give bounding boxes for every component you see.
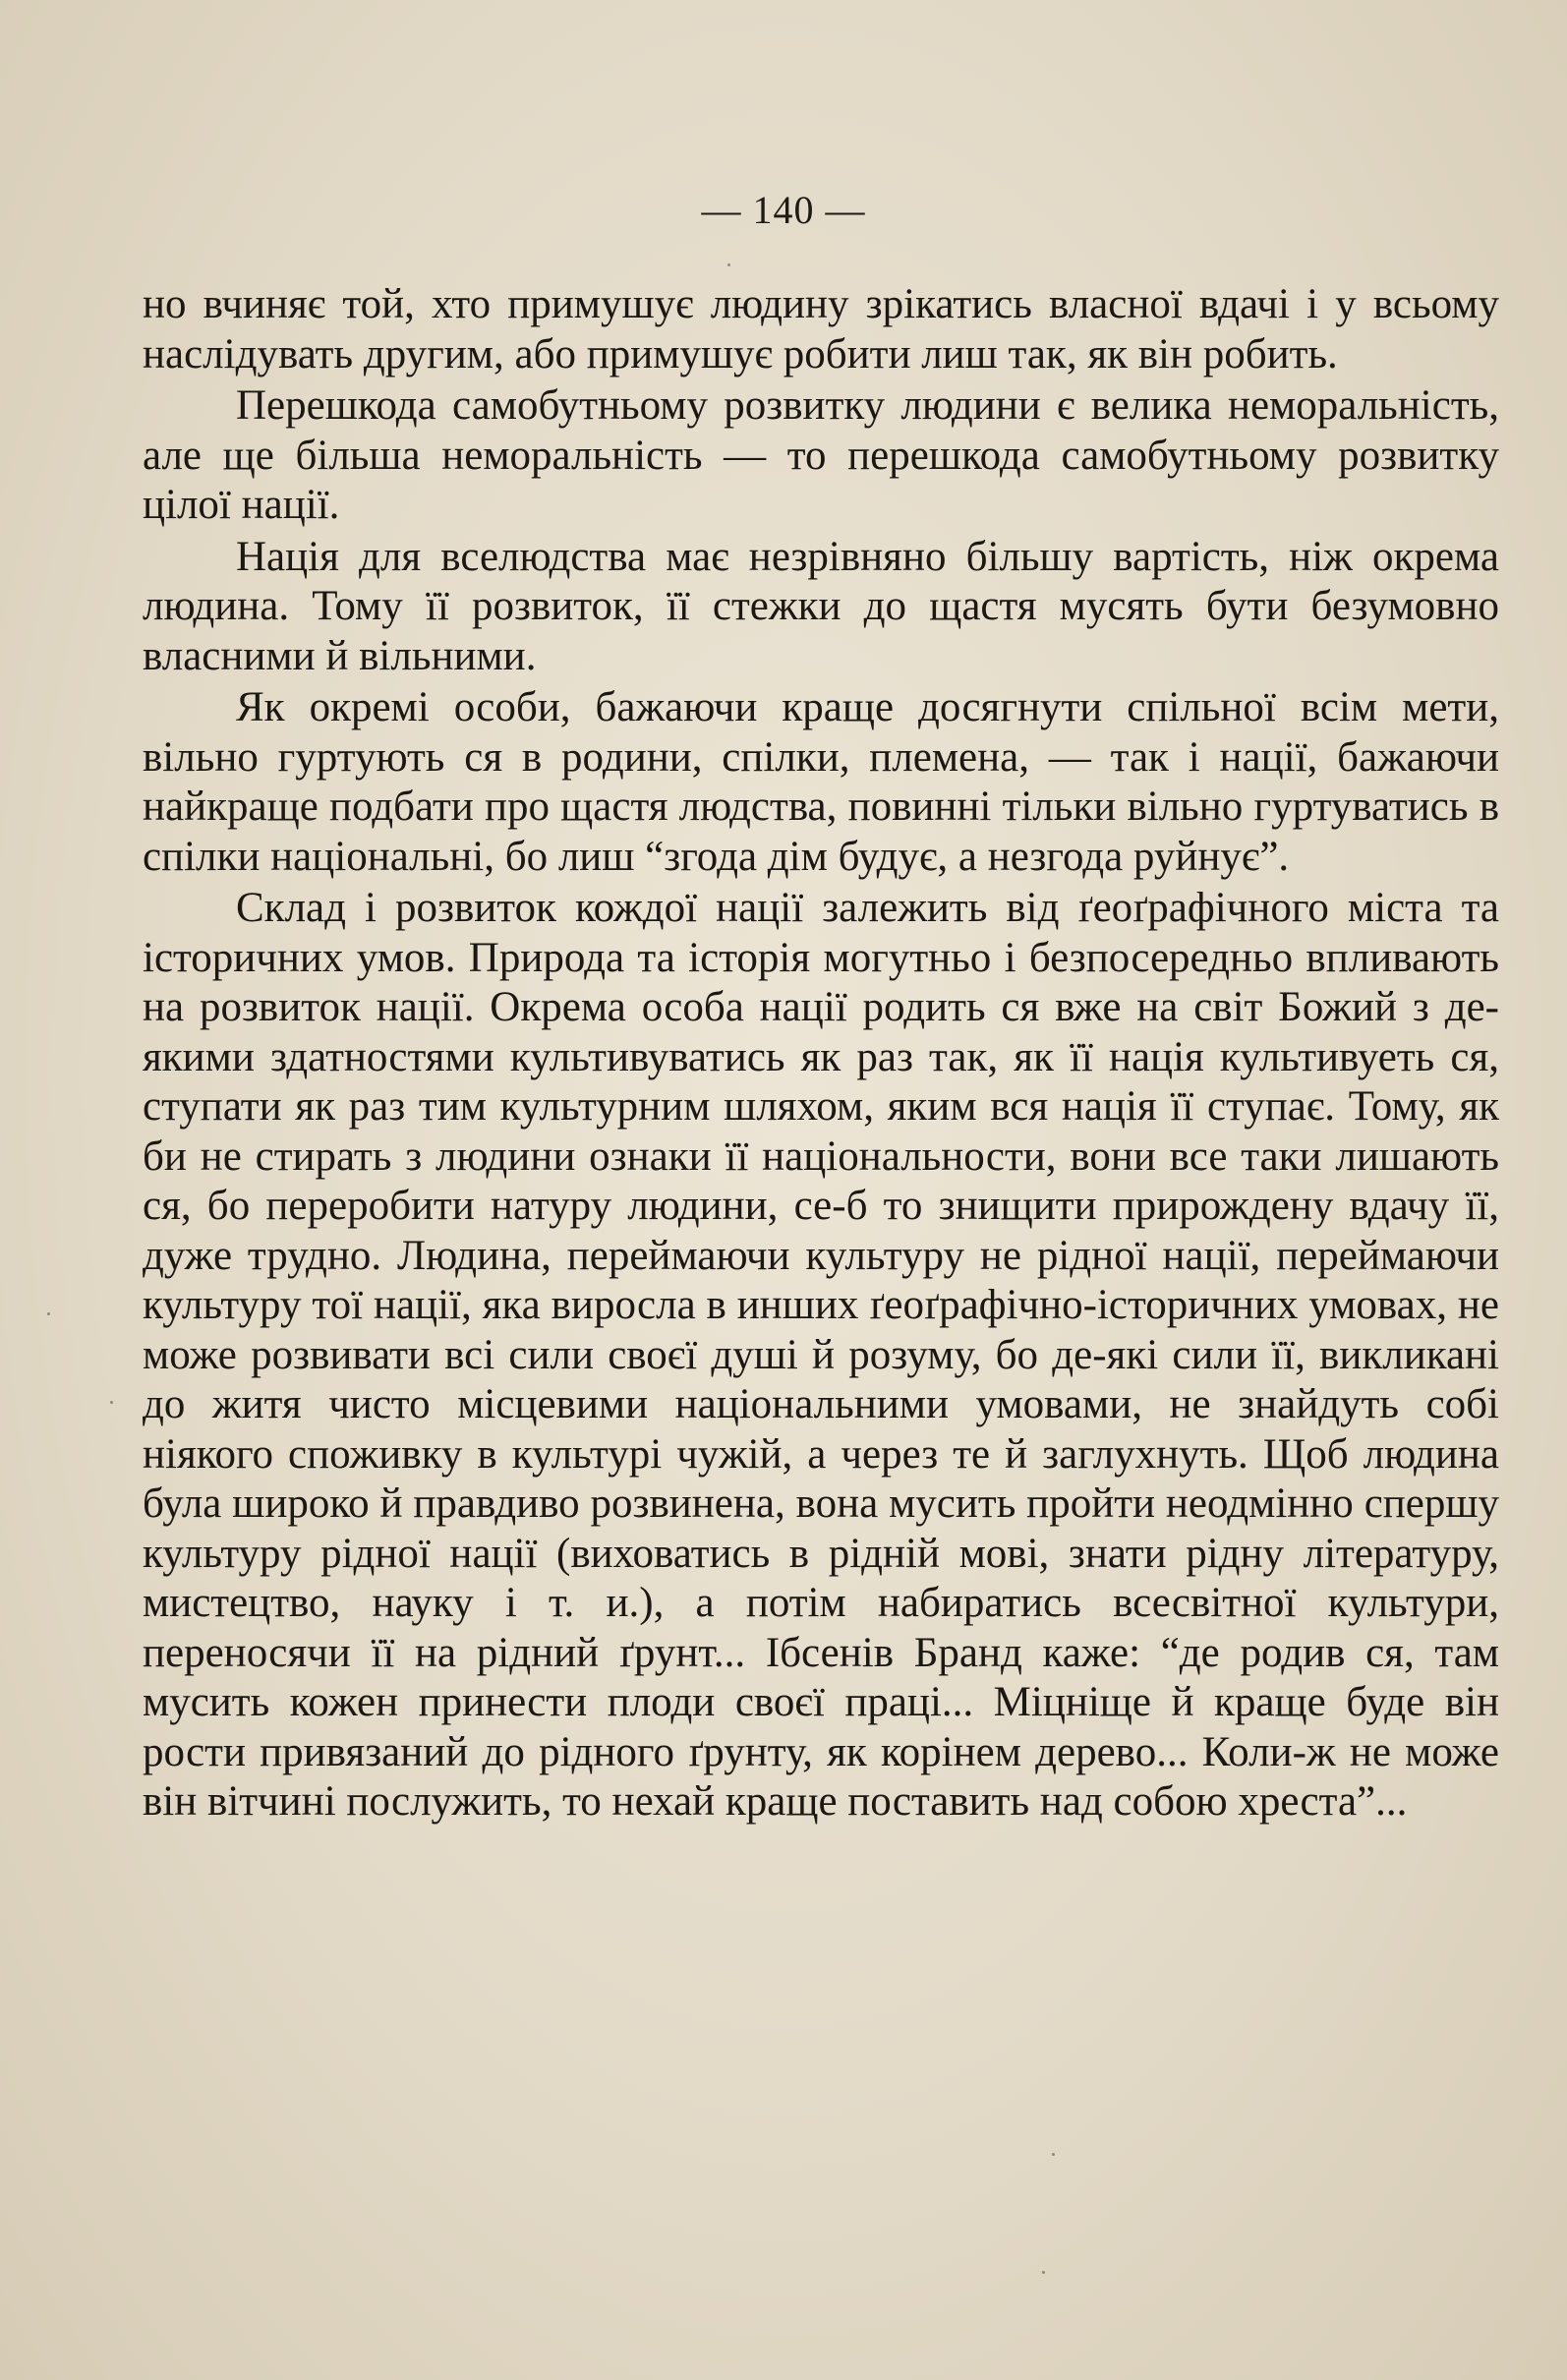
paragraph: Як окремі особи, бажаючи краще досягнути спільної всім мети, вільно гуртують ся в родини, спілки, племена, — так і нації, бажаючи найкраще подбати про щастя людства, повинні тільки вільно гуртуватись в спілки національні, бо лиш “згода дім будує, а незгода руйнує”. (143, 684, 1499, 880)
paper-speck (1042, 2271, 1045, 2274)
paragraph: Нація для вселюдства має незрівняно більшу вартість, ніж окрема людина. Тому її розвиток, її стежки до щастя мусять бути безумовно власними й вільними. (143, 533, 1499, 679)
body-text (143, 280, 1499, 1828)
paragraph: Перешкода самобутньому розвитку людини є велика неморальність, але ще більша неморальність — то перешкода самобутньому розвитку цілої нації. (143, 382, 1499, 528)
paper-speck (727, 263, 730, 266)
paper-speck (110, 1401, 113, 1404)
paper-speck (1052, 2153, 1055, 2156)
paragraph: Склад і розвиток кождої нації залежить від ґеоґрафічного міста та історичних умов. Природа та історія могутньо і безпосередньо впливають на розвиток нації. Окрема особа нації родить ся вже на світ Божий з де-якими здатностями культивуватись як раз так, як її нація культивуеть ся, ступати як раз тим культурним шляхом, яким вся нація її ступає. Тому, як би не стирать з людини ознаки її національности, вони все таки лишають ся, бо переробити натуру людини, се-б то знищити прирождену вдачу її, дуже трудно. Людина, переймаючи культуру не рідної нації, переймаючи культуру тої нації, яка виросла в инших ґеоґрафічно-історичних умовах, не може розвивати всі сили своєї душі й розуму, бо де-які сили її, викликані до житя чисто місцевими національними умовами, не знайдуть собі ніякого споживку в культурі чужій, а через те й заглухнуть. Щоб людина була широко й правдиво розвинена, вона мусить пройти неодмінно спершу культуру рідної нації (виховатись в рідній мові, знати рідну літературу, мистецтво, науку і т. и.), а потім набиратись всесвітної культури, переносячи її на рідний ґрунт... Ібсенів Бранд каже: “де родив ся, там мусить кожен принести плоди своєї праці... Міцніще й краще буде він рости привязаний до рідного ґрунту, як корінем дерево... Коли-ж не може він вітчині послужить, то нехай краще поставить над собою хреста”... (143, 885, 1499, 1825)
page-number: — 140 — (701, 188, 866, 232)
paper-speck (47, 1312, 50, 1315)
paragraph: но вчиняє той, хто примушує людину зрікатись власної вдачі і у всьому наслідувать другим, або примушує робити лиш так, як він робить. (143, 281, 1499, 377)
